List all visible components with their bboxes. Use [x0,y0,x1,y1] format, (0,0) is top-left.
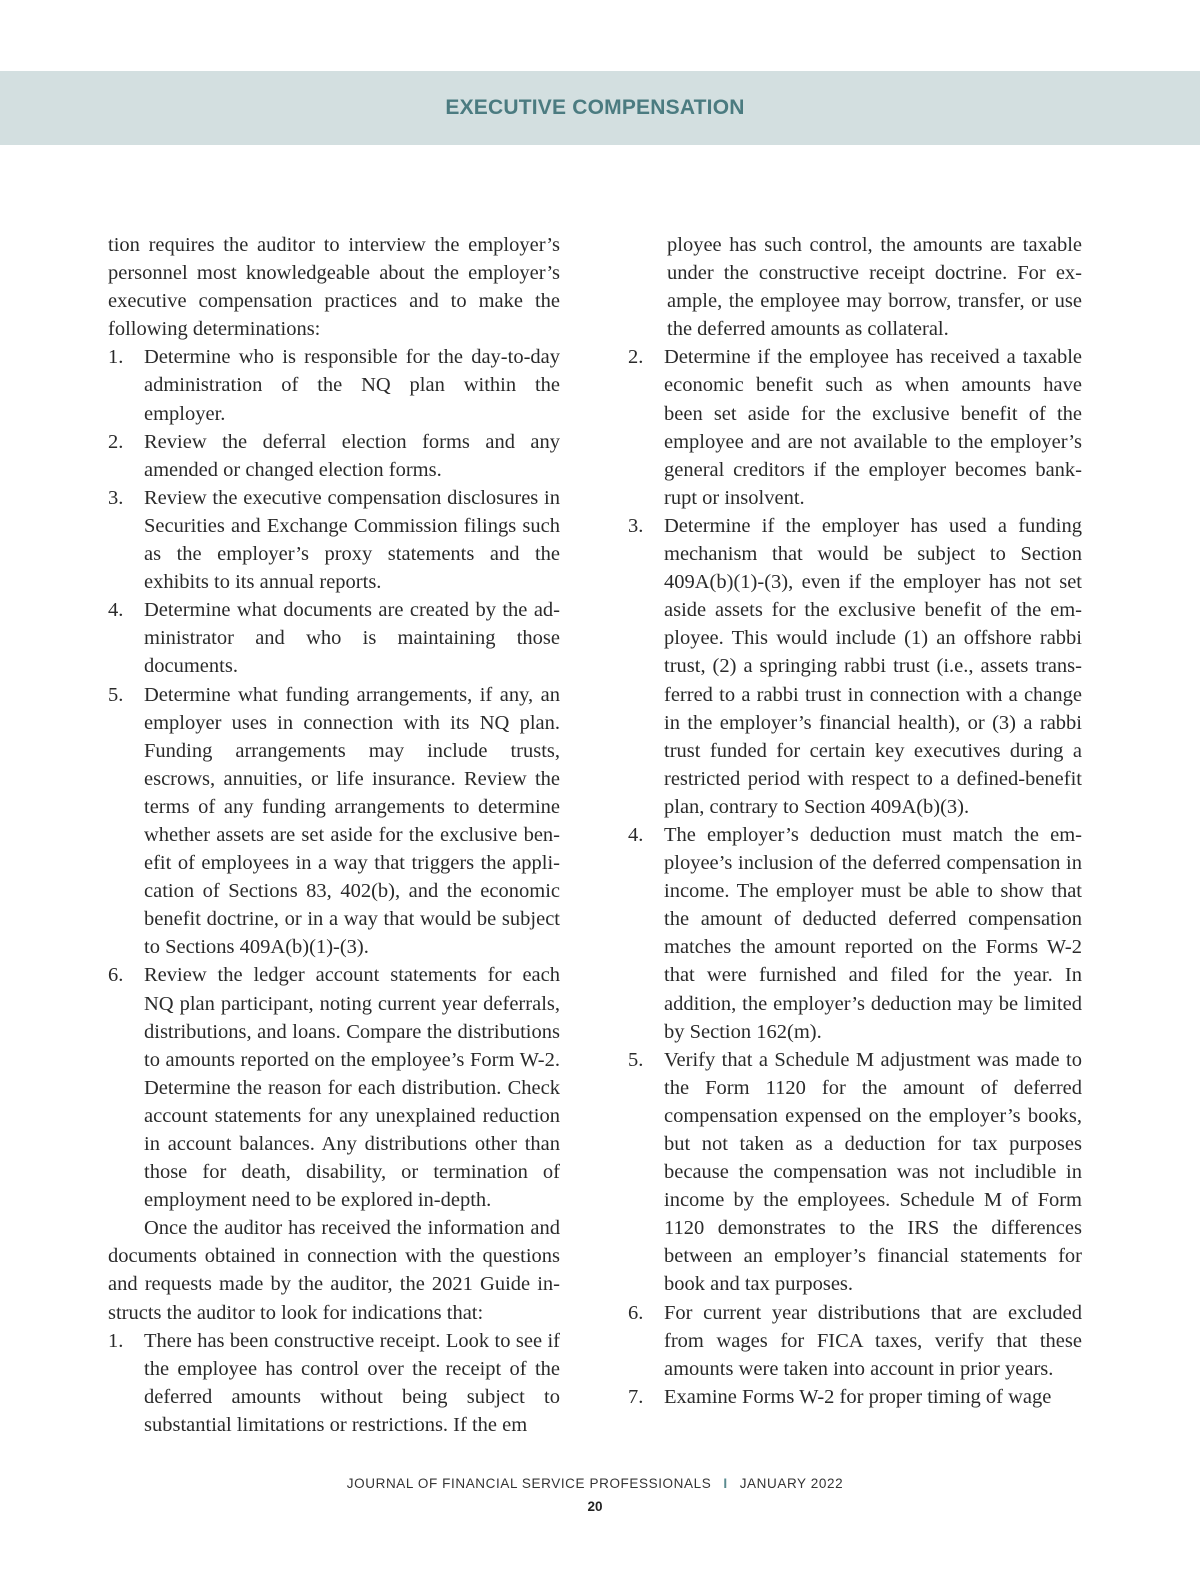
mid-paragraph: Once the auditor has received the information and documents obtained in connection with the questions and requests made by the auditor, the 2021 Guide instructs the auditor to look for indications that: [108,1217,560,1324]
list-item-text: Determine what documents are created by the administrator and who is maintaining those documents. [144,599,560,678]
list-item [108,961,560,1214]
list-item-text: The employer’s deduction must match the employee’s inclusion of the deferred compensation in income. The employer must be able to show that the amount of deducted deferred compensation matches the amount reported on the Forms W-2 that were furnished and filed for the year. In addition, the employer’s deduction may be limited by Section 162(m). [664,823,1082,1043]
list-item [108,484,560,596]
left-column [108,231,560,1439]
continuation-paragraph: ployee has such control, the amounts are taxable under the constructive receipt doctrine. For example, the employee may borrow, transfer, or use the deferred amounts as collateral. [667,234,1082,341]
intro-paragraph: tion requires the auditor to interview the employer’s personnel most knowledgeable about the employer’s executive compensation practices and to make the following determinations: [108,234,560,341]
list-item [108,596,560,680]
footer-separator: I [723,1476,728,1491]
list-item-text: Review the executive compensation disclosures in Securities and Exchange Commission filings such as the employer’s proxy statements and the exhibits to its annual reports. [144,486,560,594]
list-item-text: Review the ledger account statements for each NQ plan participant, noting current year deferrals, distributions, and loans. Compare the distributions to amounts reported on the employee’s Form W-2. Determine the reason for each distribution. Check account statements for any unexplained reduction in account balances. Any distributions other than those for death, disability, or termination of employment need to be explored in-depth. [144,964,560,1212]
list-item-text: Determine if the employee has received a taxable economic benefit such as when amounts have been set aside for the exclusive benefit of the employee and are not available to the employer’s general creditors if the employer becomes bankrupt or insolvent. [664,346,1082,509]
list-item [628,1383,1082,1411]
list-number: 3. [628,514,644,537]
list-number: 5. [628,1048,644,1071]
determinations-list [108,343,560,1214]
list-item [628,1299,1082,1383]
list-item [628,821,1082,1046]
list-number: 7. [628,1385,644,1408]
journal-name: JOURNAL OF FINANCIAL SERVICE PROFESSIONALS [346,1476,712,1491]
list-item-text: Examine Forms W-2 for proper timing of wage [664,1385,1052,1408]
list-item-text: Determine what funding arrangements, if any, an employer uses in connection with its NQ plan. Funding arrangements may include trusts, escrows, annuities, or life insurance. Review the terms of any funding arrangements to determine whether assets are set aside for the exclusive benefit of employees in a way that triggers the application of Sections 83, 402(b), and the economic benefit doctrine, or in a way that would be subject to Sections 409A(b)(1)-(3). [144,683,560,959]
list-item-text: Review the deferral election forms and any amended or changed election forms. [144,430,560,481]
list-item-text: For current year distributions that are excluded from wages for FICA taxes, verify that these amounts were taken into account in prior years. [664,1301,1082,1380]
section-header-title: EXECUTIVE COMPENSATION [445,96,745,119]
list-item-text: Determine who is responsible for the day-to-day administration of the NQ plan within the employer. [144,346,560,425]
indications-list-continued [628,343,1082,1411]
list-number: 6. [628,1301,644,1324]
list-item [628,1046,1082,1299]
list-item [108,343,560,427]
list-number: 5. [108,683,124,706]
list-item-text: Verify that a Schedule M adjustment was made to the Form 1120 for the amount of deferred compensation expensed on the employer’s books, but not taken as a deduction for tax purposes because the compensation was not includible in income by the employees. Schedule M of Form 1120 demonstrates to the IRS the differences between an employer’s financial statements for book and tax purposes. [664,1048,1082,1296]
right-column [628,231,1082,1411]
list-number: 4. [108,599,124,622]
list-number: 4. [628,823,644,846]
list-number: 2. [628,346,644,369]
list-number: 1. [108,1329,124,1352]
list-item [628,512,1082,821]
list-item-text: Determine if the employer has used a funding mechanism that would be subject to Section 409A(b)(1)-(3), even if the employer has not set aside assets for the exclusive benefit of the employee. This would include (1) an offshore rabbi trust, (2) a springing rabbi trust (i.e., assets transferred to a rabbi trust in connection with a change in the employer’s financial health), or (3) a rabbi trust funded for certain key executives during a restricted period with respect to a defined-benefit plan, contrary to Section 409A(b)(3). [664,514,1082,818]
list-number: 3. [108,486,124,509]
list-number: 1. [108,346,124,369]
page-number: 20 [587,1499,603,1514]
list-item [628,343,1082,512]
list-item [108,428,560,484]
indications-list [108,1327,560,1439]
list-item-text: There has been constructive receipt. Look to see if the employee has control over the receipt of the deferred amounts without being subject to substantial limitations or restrictions. If the em [144,1329,560,1436]
list-number: 2. [108,430,124,453]
list-number: 6. [108,964,124,987]
list-item [108,681,560,962]
issue-date: JANUARY 2022 [739,1476,844,1491]
footer [0,1476,1190,1491]
list-item [108,1327,560,1439]
